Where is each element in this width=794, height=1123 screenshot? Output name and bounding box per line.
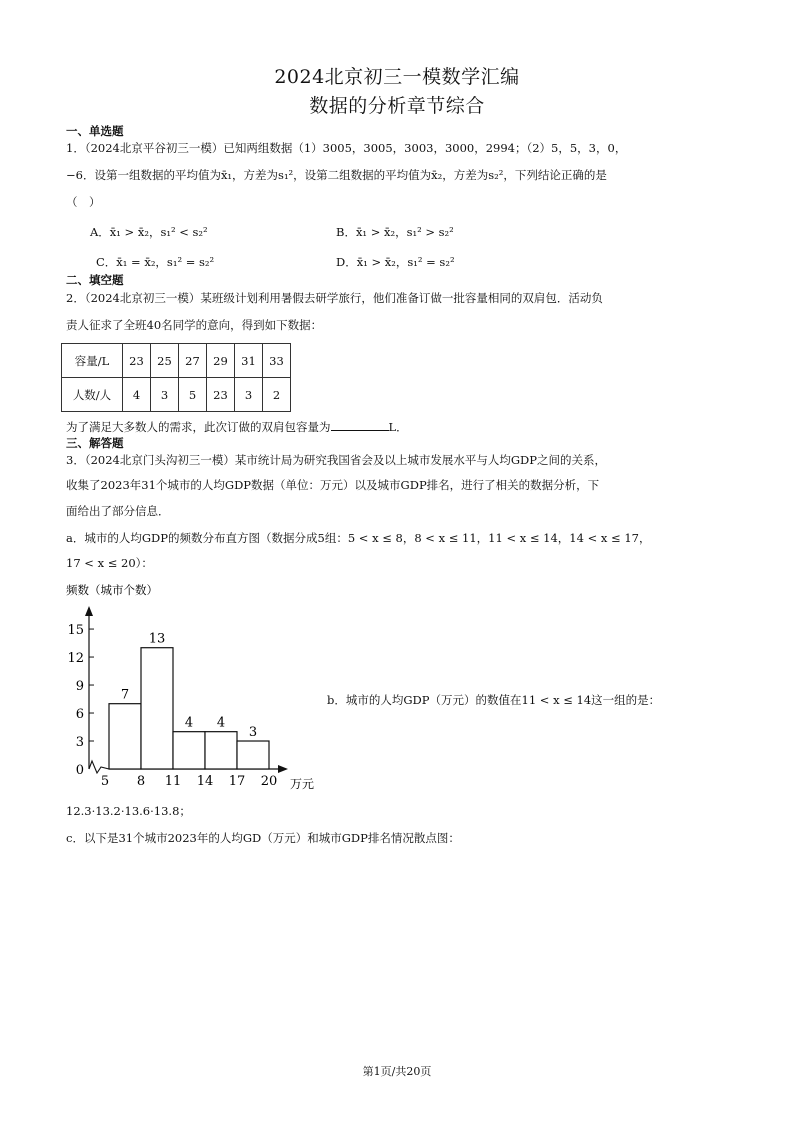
table-cell: 33 <box>263 344 291 378</box>
table-cell: 2 <box>263 378 291 412</box>
y-tick-label: 0 <box>75 763 84 778</box>
section-heading-solution: 三、解答题 <box>66 436 124 450</box>
q1-text-line1: 1．（2024北京平谷初三一模）已知两组数据（1）3005，3005，3003，3000，2994；（2）5，5，3，0， <box>66 141 627 155</box>
table-cell: 5 <box>179 378 207 412</box>
x-tick-label: 14 <box>196 774 214 789</box>
bar-value-label: 13 <box>148 631 166 647</box>
q1-option-d: D．x̄₁ > x̄₂，s₁² = s₂² <box>336 255 455 269</box>
table-cell: 3 <box>235 378 263 412</box>
histogram-plot-area <box>67 606 288 789</box>
table-header-cell: 容量/L <box>62 344 123 378</box>
chart-ylabel: 频数（城市个数） <box>66 583 158 597</box>
q3-part-b: b．城市的人均GDP（万元）的数值在11 < x ≤ 14这一组的是： <box>327 693 661 707</box>
table-row <box>62 344 291 378</box>
table-row <box>62 378 291 412</box>
page-footer: 第1页/共20页 <box>362 1065 432 1078</box>
y-axis-arrow <box>85 606 93 616</box>
page-subtitle: 数据的分析章节综合 <box>309 95 485 117</box>
q3-text-line2: 收集了2023年31个城市的人均GDP数据（单位：万元）以及城市GDP排名，进行了相关的数据分析，下 <box>66 478 600 492</box>
table-cell: 27 <box>179 344 207 378</box>
table-cell: 31 <box>235 344 263 378</box>
table-cell: 23 <box>123 344 151 378</box>
table-cell: 25 <box>151 344 179 378</box>
q2-answer-text-after: L． <box>388 420 408 434</box>
y-tick-label: 15 <box>67 623 84 639</box>
page-title: 2024北京初三一模数学汇编 <box>274 66 520 88</box>
table-cell: 3 <box>151 378 179 412</box>
capacity-table <box>61 343 291 412</box>
bar-value-label: 3 <box>248 725 258 741</box>
x-tick-label: 20 <box>260 774 278 789</box>
histogram-bar <box>237 741 269 769</box>
bar-value-label: 4 <box>184 715 194 731</box>
q3-part-a-line2: 17 < x ≤ 20）： <box>66 556 153 570</box>
x-tick-label: 11 <box>164 774 182 789</box>
histogram-chart <box>60 578 340 798</box>
y-tick-label: 6 <box>75 707 84 723</box>
x-axis-break <box>89 761 109 773</box>
bar-value-label: 4 <box>216 715 226 731</box>
q3-text-line1: 3．（2024北京门头沟初三一模）某市统计局为研究我国省会及以上城市发展水平与人均GDP之间的关系， <box>66 453 606 467</box>
q2-text-line2: 责人征求了全班40名同学的意向，得到如下数据： <box>66 318 323 332</box>
q1-option-a: A．x̄₁ > x̄₂，s₁² < s₂² <box>90 225 208 239</box>
y-tick-label: 3 <box>75 735 84 751</box>
histogram-bar <box>173 732 205 769</box>
x-tick-label: 17 <box>228 774 246 789</box>
q3-text-line3: 面给出了部分信息． <box>66 504 170 518</box>
table-cell: 4 <box>123 378 151 412</box>
q1-option-b: B．x̄₁ > x̄₂，s₁² > s₂² <box>336 225 454 239</box>
histogram-bar <box>141 648 173 769</box>
q2-answer-text-before: 为了满足大多数人的需求，此次订做的双肩包容量为 <box>66 420 331 434</box>
q3-part-b-values: 12.3·13.2·13.6·13.8； <box>66 804 191 818</box>
table-cell: 29 <box>207 344 235 378</box>
x-tick-label: 5 <box>100 774 110 789</box>
q2-text-line1: 2．（2024北京初三一模）某班级计划利用暑假去研学旅行，他们准备订做一批容量相同的双肩包．活动负 <box>66 291 603 305</box>
q3-part-a-line1: a．城市的人均GDP的频数分布直方图（数据分成5组：5 < x ≤ 8，8 < x ≤ 11，11 < x ≤ 14，14 < x ≤ 17， <box>66 531 651 545</box>
y-tick-label: 9 <box>75 679 84 695</box>
bar-value-label: 7 <box>120 687 130 703</box>
section-heading-single-choice: 一、单选题 <box>66 124 124 138</box>
table-header-cell: 人数/人 <box>62 378 123 412</box>
q2-answer-blank <box>331 418 389 431</box>
chart-xlabel: 万元 <box>290 777 315 791</box>
q1-text-line2: −6．设第一组数据的平均值为x̄₁，方差为s₁²，设第二组数据的平均值为x̄₂，方差为s₂²，下列结论正确的是 <box>66 168 607 182</box>
q3-part-c: c．以下是31个城市2023年的人均GD（万元）和城市GDP排名情况散点图： <box>66 831 460 845</box>
histogram-bar <box>205 732 237 769</box>
table-cell: 23 <box>207 378 235 412</box>
y-tick-label: 12 <box>67 651 84 667</box>
q1-option-c: C．x̄₁ = x̄₂，s₁² = s₂² <box>96 255 215 269</box>
q1-text-line3: （ ） <box>66 195 101 209</box>
x-tick-label: 8 <box>136 774 146 789</box>
histogram-bar <box>109 704 141 769</box>
x-axis-arrow <box>278 765 288 773</box>
section-heading-fill-in: 二、填空题 <box>66 273 124 287</box>
q2-answer-line <box>66 418 408 435</box>
